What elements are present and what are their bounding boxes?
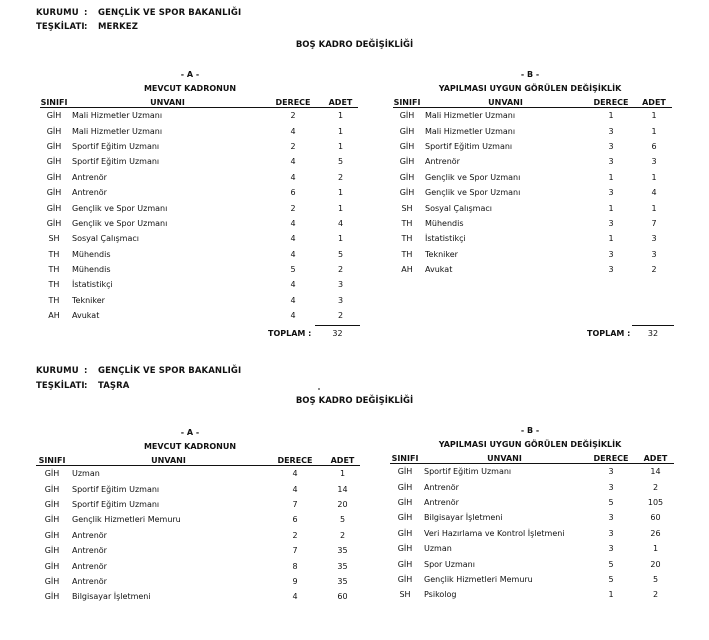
teskilat-value: MERKEZ <box>98 22 138 32</box>
table-row <box>40 108 358 124</box>
table-header-row <box>393 96 672 108</box>
cell-derece: 1 <box>608 203 614 213</box>
table-row <box>390 587 674 602</box>
table-header-row <box>36 454 360 466</box>
header-unvani: UNVANI <box>150 98 185 107</box>
header-derece: DERECE <box>593 454 629 463</box>
cell-unvani: Mühendis <box>425 218 464 228</box>
cell-sinifi: GİH <box>46 203 62 213</box>
cell-derece: 3 <box>608 265 614 275</box>
cell-adet: 2 <box>337 172 344 182</box>
kurum-label: KURUMU <box>36 366 79 376</box>
cell-derece: 3 <box>608 249 614 259</box>
cell-unvani: Gençlik ve Spor Uzmanı <box>425 188 521 198</box>
table-row <box>40 216 358 231</box>
table-row <box>36 512 360 527</box>
table-row <box>40 139 358 154</box>
header-adet: ADET <box>330 456 355 465</box>
right-total-rule-1 <box>632 325 674 326</box>
table-row <box>390 572 674 587</box>
cell-unvani: Mali Hizmetler Uzmanı <box>425 111 516 121</box>
table-row <box>36 574 360 589</box>
cell-derece: 4 <box>290 218 296 228</box>
left-total-rule-1 <box>315 325 360 326</box>
cell-derece: 4 <box>290 311 296 321</box>
cell-adet: 2 <box>337 265 344 275</box>
table-row <box>36 528 360 543</box>
table-row <box>36 543 360 558</box>
cell-sinifi: GİH <box>46 157 62 167</box>
cell-adet: 20 <box>650 559 661 569</box>
cell-unvani: Sportif Eğitim Uzmanı <box>72 484 160 494</box>
cell-sinifi: GİH <box>44 576 60 586</box>
cell-unvani: Gençlik Hizmetleri Memuru <box>424 574 533 584</box>
cell-adet: 1 <box>337 141 344 151</box>
cell-adet: 1 <box>337 234 344 244</box>
cell-adet: 1 <box>652 544 659 554</box>
left-total-value-1: 32 <box>332 329 343 338</box>
table-row <box>390 541 674 556</box>
cell-derece: 3 <box>608 544 614 554</box>
right-marker-1: - B - <box>520 70 540 79</box>
cell-sinifi: GİH <box>46 188 62 198</box>
left-marker-1: - A - <box>180 70 200 79</box>
cell-adet: 105 <box>647 497 664 507</box>
cell-derece: 6 <box>290 188 296 198</box>
cell-sinifi: GİH <box>44 530 60 540</box>
teskilat-value: TAŞRA <box>98 381 130 391</box>
cell-adet: 4 <box>651 188 657 198</box>
cell-derece: 5 <box>608 574 614 584</box>
cell-adet: 1 <box>651 111 657 121</box>
cell-derece: 7 <box>292 546 298 556</box>
cell-sinifi: TH <box>401 249 413 259</box>
cell-adet: 1 <box>339 469 346 479</box>
header-derece: DERECE <box>593 98 629 107</box>
table-row <box>36 558 360 573</box>
cell-derece: 3 <box>608 528 614 538</box>
cell-derece: 1 <box>608 111 614 121</box>
cell-adet: 1 <box>337 126 344 136</box>
cell-unvani: Veri Hazırlama ve Kontrol İşletmeni <box>424 528 565 538</box>
table-row <box>393 247 672 262</box>
table-row <box>390 526 674 541</box>
table-row <box>390 510 674 525</box>
cell-sinifi: GİH <box>397 513 413 523</box>
table-row <box>40 185 358 200</box>
cell-derece: 5 <box>290 265 296 275</box>
cell-derece: 3 <box>608 126 614 136</box>
cell-unvani: Antrenör <box>72 576 107 586</box>
table-header-row <box>390 452 674 464</box>
cell-unvani: Tekniker <box>72 295 105 305</box>
cell-sinifi: GİH <box>399 141 415 151</box>
right-marker-2: - B - <box>520 426 540 435</box>
cell-adet: 4 <box>337 218 344 228</box>
left-total-label-1: TOPLAM : <box>268 329 312 338</box>
cell-unvani: Sportif Eğitim Uzmanı <box>72 157 160 167</box>
table-row <box>40 231 358 246</box>
cell-unvani: Mühendis <box>72 265 111 275</box>
cell-unvani: Bilgisayar İşletmeni <box>424 513 503 523</box>
cell-sinifi: TH <box>48 295 60 305</box>
table-row <box>36 497 360 512</box>
header-sinifi: SINIFI <box>393 98 421 107</box>
cell-adet: 6 <box>651 141 657 151</box>
cell-adet: 1 <box>651 126 657 136</box>
cell-sinifi: GİH <box>397 574 413 584</box>
table-row <box>393 231 672 246</box>
cell-adet: 3 <box>651 249 657 259</box>
cell-derece: 3 <box>608 513 614 523</box>
kurum-colon: : <box>84 366 88 376</box>
cell-unvani: Sportif Eğitim Uzmanı <box>72 141 160 151</box>
table-row <box>40 308 358 323</box>
table-row <box>393 185 672 200</box>
table-row <box>40 200 358 215</box>
cell-unvani: Gençlik Hizmetleri Memuru <box>72 515 181 525</box>
cell-derece: 1 <box>608 590 614 600</box>
table-row <box>40 262 358 277</box>
cell-sinifi: GİH <box>397 497 413 507</box>
cell-sinifi: TH <box>401 218 413 228</box>
table-row <box>40 154 358 169</box>
cell-sinifi: GİH <box>46 126 62 136</box>
cell-sinifi: GİH <box>46 141 62 151</box>
header-adet: ADET <box>643 454 668 463</box>
cell-derece: 4 <box>292 592 298 602</box>
cell-adet: 2 <box>651 265 657 275</box>
cell-derece: 3 <box>608 188 614 198</box>
left-caption-1: MEVCUT KADRONUN <box>143 84 237 93</box>
table-header-row <box>40 96 358 108</box>
table-row <box>40 247 358 262</box>
left-marker-2: - A - <box>180 428 200 437</box>
cell-derece: 3 <box>608 467 614 477</box>
cell-adet: 3 <box>651 234 657 244</box>
cell-unvani: Gençlik ve Spor Uzmanı <box>425 172 521 182</box>
cell-derece: 5 <box>608 559 614 569</box>
cell-sinifi: GİH <box>44 515 60 525</box>
table-row <box>40 170 358 185</box>
cell-derece: 3 <box>608 141 614 151</box>
cell-derece: 3 <box>608 218 614 228</box>
header-sinifi: SINIFI <box>40 98 68 107</box>
cell-derece: 4 <box>290 280 296 290</box>
cell-sinifi: GİH <box>397 528 413 538</box>
cell-adet: 35 <box>337 561 348 571</box>
cell-adet: 1 <box>337 203 344 213</box>
cell-adet: 2 <box>339 530 346 540</box>
cell-adet: 1 <box>651 172 657 182</box>
cell-unvani: Antrenör <box>424 482 459 492</box>
header-adet: ADET <box>642 98 666 107</box>
cell-unvani: Spor Uzmanı <box>424 559 475 569</box>
cell-adet: 5 <box>337 249 344 259</box>
section-title-2: BOŞ KADRO DEĞİŞİKLİĞİ <box>295 396 414 406</box>
cell-unvani: Uzman <box>424 544 452 554</box>
right-total-value-1: 32 <box>647 329 659 338</box>
table-row <box>390 479 674 494</box>
cell-adet: 5 <box>652 574 659 584</box>
cell-adet: 14 <box>650 467 661 477</box>
cell-unvani: Antrenör <box>72 546 107 556</box>
cell-unvani: Mali Hizmetler Uzmanı <box>425 126 516 136</box>
cell-sinifi: TH <box>401 234 413 244</box>
cell-adet: 5 <box>337 157 344 167</box>
cell-adet: 1 <box>651 203 657 213</box>
cell-sinifi: GİH <box>399 126 415 136</box>
table-row <box>393 154 672 169</box>
cell-sinifi: AH <box>401 265 413 275</box>
cell-adet: 35 <box>337 546 348 556</box>
cell-sinifi: GİH <box>44 546 60 556</box>
cell-adet: 3 <box>337 295 344 305</box>
cell-unvani: Antrenör <box>72 172 107 182</box>
cell-unvani: Antrenör <box>72 530 107 540</box>
cell-derece: 5 <box>608 497 614 507</box>
teskilat-label: TEŞKİLATI <box>36 22 85 32</box>
cell-unvani: Gençlik ve Spor Uzmanı <box>72 218 168 228</box>
table-row <box>40 277 358 292</box>
cell-derece: 4 <box>290 295 296 305</box>
cell-sinifi: GİH <box>397 544 413 554</box>
header-sinifi: SINIFI <box>391 454 419 463</box>
cell-sinifi: GİH <box>397 559 413 569</box>
cell-unvani: Antrenör <box>425 157 460 167</box>
cell-unvani: Sosyal Çalışmacı <box>72 234 139 244</box>
cell-unvani: Sportif Eğitim Uzmanı <box>424 467 512 477</box>
cell-adet: 20 <box>337 499 348 509</box>
cell-unvani: Gençlik ve Spor Uzmanı <box>72 203 168 213</box>
table-row <box>36 589 360 604</box>
cell-sinifi: GİH <box>399 111 415 121</box>
current-staff-table-tasra <box>36 454 360 605</box>
cell-derece: 7 <box>292 499 298 509</box>
header-unvani: UNVANI <box>488 98 523 107</box>
cell-sinifi: GİH <box>399 157 415 167</box>
cell-unvani: Sportif Eğitim Uzmanı <box>72 499 160 509</box>
cell-derece: 4 <box>290 126 296 136</box>
cell-adet: 60 <box>650 513 661 523</box>
table-row <box>393 216 672 231</box>
cell-sinifi: GİH <box>44 592 60 602</box>
current-staff-table-merkez <box>40 96 358 323</box>
cell-adet: 2 <box>337 311 344 321</box>
cell-adet: 3 <box>337 280 344 290</box>
table-row <box>393 262 672 277</box>
right-caption-2: YAPILMASI UYGUN GÖRÜLEN DEĞİŞİKLİK <box>438 440 622 449</box>
proposed-change-table-tasra <box>390 452 674 603</box>
cell-adet: 60 <box>337 592 348 602</box>
table-row <box>36 466 360 482</box>
table-row <box>40 123 358 138</box>
cell-derece: 4 <box>290 172 296 182</box>
cell-sinifi: GİH <box>399 188 415 198</box>
cell-adet: 2 <box>652 590 659 600</box>
table-row <box>390 556 674 571</box>
cell-derece: 3 <box>608 157 614 167</box>
cell-sinifi: GİH <box>46 218 62 228</box>
cell-unvani: Uzman <box>72 469 100 479</box>
cell-adet: 2 <box>652 482 659 492</box>
teskilat-colon: : <box>84 22 88 32</box>
cell-unvani: Avukat <box>425 265 453 275</box>
cell-sinifi: SH <box>399 590 411 600</box>
kurum-colon: : <box>84 8 88 18</box>
cell-derece: 2 <box>290 111 296 121</box>
cell-adet: 3 <box>651 157 657 167</box>
kurum-value: GENÇLİK VE SPOR BAKANLIĞI <box>98 8 242 18</box>
cell-sinifi: GİH <box>44 484 60 494</box>
teskilat-line-1 <box>36 22 138 32</box>
cell-sinifi: GİH <box>397 467 413 477</box>
cell-derece: 4 <box>290 157 296 167</box>
cell-unvani: İstatistikçi <box>425 234 466 244</box>
cell-unvani: Sosyal Çalışmacı <box>425 203 492 213</box>
table-row <box>390 495 674 510</box>
right-caption-1: YAPILMASI UYGUN GÖRÜLEN DEĞİŞİKLİK <box>438 84 622 93</box>
cell-sinifi: GİH <box>399 172 415 182</box>
cell-sinifi: TH <box>48 249 60 259</box>
cell-derece: 1 <box>608 234 614 244</box>
table-row <box>393 200 672 215</box>
header-derece: DERECE <box>275 98 311 107</box>
cell-derece: 4 <box>290 234 296 244</box>
cell-derece: 2 <box>290 141 296 151</box>
cell-unvani: Sportif Eğitim Uzmanı <box>425 141 513 151</box>
cell-unvani: Antrenör <box>72 561 107 571</box>
cell-derece: 2 <box>292 530 298 540</box>
cell-derece: 4 <box>292 469 298 479</box>
cell-adet: 14 <box>337 484 348 494</box>
cell-sinifi: TH <box>48 280 60 290</box>
cell-adet: 1 <box>337 188 344 198</box>
cell-adet: 26 <box>650 528 661 538</box>
cell-unvani: Avukat <box>72 311 100 321</box>
cell-derece: 9 <box>292 576 298 586</box>
proposed-change-table-merkez <box>393 96 672 277</box>
cell-sinifi: SH <box>48 234 60 244</box>
scan-speck <box>318 388 320 390</box>
cell-unvani: Antrenör <box>72 188 107 198</box>
cell-unvani: İstatistikçi <box>72 280 113 290</box>
table-row <box>393 139 672 154</box>
teskilat-line-2 <box>36 381 129 391</box>
cell-sinifi: GİH <box>397 482 413 492</box>
cell-unvani: Psikolog <box>424 590 457 600</box>
cell-unvani: Mühendis <box>72 249 111 259</box>
cell-sinifi: GİH <box>46 172 62 182</box>
cell-adet: 5 <box>339 515 346 525</box>
cell-adet: 1 <box>337 111 344 121</box>
cell-derece: 2 <box>290 203 296 213</box>
table-row <box>36 481 360 496</box>
cell-sinifi: SH <box>401 203 413 213</box>
cell-sinifi: GİH <box>44 469 60 479</box>
table-row <box>393 123 672 138</box>
cell-unvani: Tekniker <box>425 249 458 259</box>
cell-derece: 1 <box>608 172 614 182</box>
table-row <box>393 170 672 185</box>
header-sinifi: SINIFI <box>38 456 66 465</box>
cell-sinifi: TH <box>48 265 60 275</box>
kurum-value: GENÇLİK VE SPOR BAKANLIĞI <box>98 366 242 376</box>
cell-sinifi: GİH <box>44 499 60 509</box>
cell-unvani: Mali Hizmetler Uzmanı <box>72 126 163 136</box>
right-total-label-1: TOPLAM : <box>587 329 631 338</box>
kurum-label: KURUMU <box>36 8 79 18</box>
cell-sinifi: GİH <box>46 111 62 121</box>
teskilat-label: TEŞKİLATI <box>36 381 85 391</box>
header-adet: ADET <box>328 98 353 107</box>
cell-unvani: Antrenör <box>424 497 459 507</box>
cell-sinifi: AH <box>48 311 60 321</box>
kurum-line-1 <box>36 8 241 18</box>
cell-sinifi: GİH <box>44 561 60 571</box>
kurum-line-2 <box>36 366 241 376</box>
cell-derece: 4 <box>292 484 298 494</box>
cell-adet: 7 <box>651 218 657 228</box>
cell-derece: 8 <box>292 561 298 571</box>
teskilat-colon: : <box>84 381 88 391</box>
table-row <box>40 293 358 308</box>
header-unvani: UNVANI <box>487 454 522 463</box>
left-caption-2: MEVCUT KADRONUN <box>143 442 237 451</box>
cell-derece: 6 <box>292 515 298 525</box>
cell-unvani: Bilgisayar İşletmeni <box>72 592 151 602</box>
table-row <box>393 108 672 124</box>
cell-derece: 4 <box>290 249 296 259</box>
cell-adet: 35 <box>337 576 348 586</box>
cell-derece: 3 <box>608 482 614 492</box>
table-row <box>390 464 674 480</box>
cell-unvani: Mali Hizmetler Uzmanı <box>72 111 163 121</box>
header-derece: DERECE <box>277 456 313 465</box>
section-title-1: BOŞ KADRO DEĞİŞİKLİĞİ <box>295 40 414 50</box>
header-unvani: UNVANI <box>151 456 186 465</box>
